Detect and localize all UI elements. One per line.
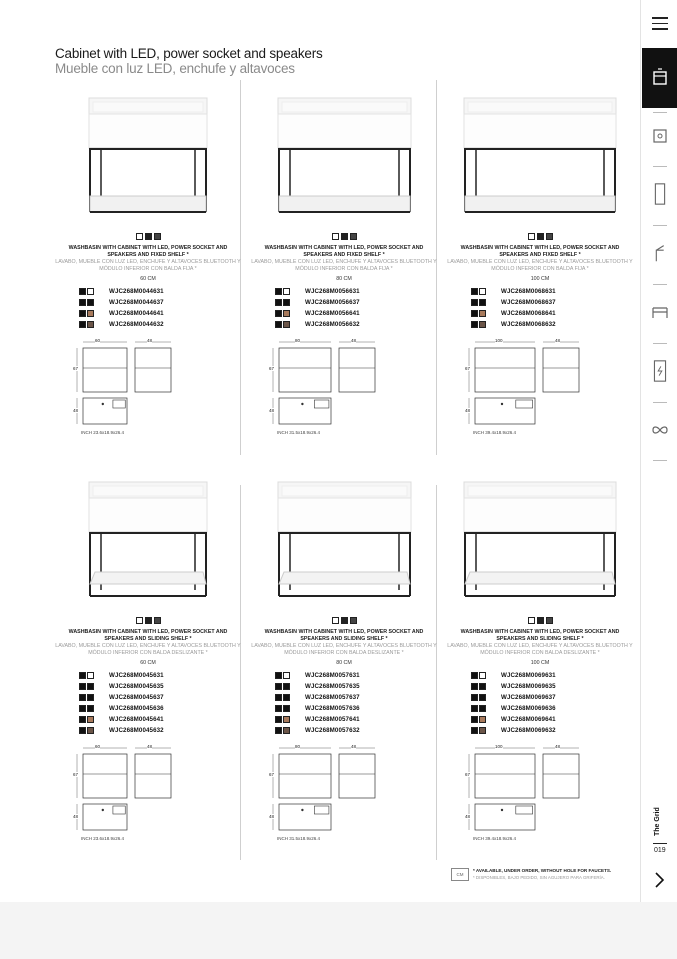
finish-swatch[interactable] [154, 617, 161, 624]
finish-color-b [87, 694, 94, 701]
description-es: LAVABO, MUEBLE CON LUZ LED, ENCHUFE Y ALTAVOCES BLUETOOTH Y MÓDULO INFERIOR CON BALDA FIJA * [55, 259, 241, 272]
reference-list [79, 288, 241, 332]
finish-color-b [479, 310, 486, 317]
reference-row [471, 705, 633, 716]
reference-row [275, 321, 437, 332]
reference-list [79, 672, 241, 738]
finish-color-a [79, 672, 86, 679]
reference-code: WJC268M0044631 [109, 288, 164, 295]
finish-color-b [87, 299, 94, 306]
finish-swatch[interactable] [528, 233, 535, 240]
product-card [55, 88, 241, 436]
finish-color-b [479, 727, 486, 734]
product-card [55, 472, 241, 842]
inch-dimensions: INCH 23.6x18.9x26.4 [81, 430, 125, 435]
description-en: WASHBASIN WITH CABINET WITH LED, POWER SOCKET AND SPEAKERS AND SLIDING SHELF * [460, 629, 620, 642]
reference-row [471, 288, 633, 299]
radiator-icon[interactable] [650, 359, 670, 383]
finish-color-a [471, 672, 478, 679]
reference-row [79, 727, 241, 738]
finish-swatch[interactable] [546, 617, 553, 624]
reference-code: WJC268M0069632 [501, 727, 556, 734]
finish-color-a [471, 299, 478, 306]
reference-code: WJC268M0044637 [109, 299, 164, 306]
reference-code: WJC268M0045637 [109, 694, 164, 701]
finish-color-a [471, 716, 478, 723]
bench-icon[interactable] [650, 300, 670, 324]
finish-color-b [87, 310, 94, 317]
width-label: 100 [495, 744, 503, 749]
reference-row [79, 672, 241, 683]
finish-swatches [251, 617, 437, 626]
reference-row [79, 288, 241, 299]
product-card [251, 472, 437, 842]
depth-label-top: 48 [269, 408, 275, 413]
finish-swatch[interactable] [341, 233, 348, 240]
reference-code: WJC268M0068641 [501, 310, 556, 317]
product-image [447, 88, 633, 230]
size-label: 80 CM [336, 660, 352, 666]
cabinet-icon [650, 66, 670, 90]
reference-code: WJC268M0068631 [501, 288, 556, 295]
finish-color-a [79, 694, 86, 701]
finish-color-a [471, 694, 478, 701]
reference-row [275, 683, 437, 694]
finish-color-b [479, 299, 486, 306]
reference-code: WJC268M0057641 [305, 716, 360, 723]
finish-color-b [283, 299, 290, 306]
size-label: 60 CM [140, 276, 156, 282]
reference-row [471, 716, 633, 727]
reference-row [79, 716, 241, 727]
finish-swatch[interactable] [537, 617, 544, 624]
finish-color-b [283, 716, 290, 723]
footer-band [0, 902, 677, 959]
reference-row [79, 321, 241, 332]
finish-swatch[interactable] [136, 617, 143, 624]
finish-color-a [79, 683, 86, 690]
size-label: 60 CM [140, 660, 156, 666]
depth-label: 48 [147, 744, 153, 749]
footnote-es: * DISPONIBLES, BAJO PEDIDO, SIN AGUJERO PARA GRIFERÍA. [473, 875, 605, 880]
finish-color-b [283, 683, 290, 690]
finish-swatch[interactable] [528, 617, 535, 624]
height-label: 67 [73, 366, 79, 371]
finish-color-a [471, 321, 478, 328]
reference-row [79, 705, 241, 716]
finish-color-a [275, 672, 282, 679]
page-subtitle: Mueble con luz LED, enchufe y altavoces [55, 61, 295, 76]
finish-swatches [447, 233, 633, 242]
finish-color-b [87, 705, 94, 712]
height-label: 67 [269, 366, 275, 371]
finish-color-a [275, 694, 282, 701]
infinity-icon[interactable] [650, 418, 670, 442]
finish-color-a [275, 299, 282, 306]
reference-code: WJC268M0056631 [305, 288, 360, 295]
product-card [447, 472, 633, 842]
divider [653, 225, 667, 226]
inch-dimensions: INCH 23.6x18.9x26.4 [81, 836, 125, 841]
reference-row [275, 705, 437, 716]
finish-color-a [471, 683, 478, 690]
finish-color-b [283, 694, 290, 701]
reference-code: WJC268M0057636 [305, 705, 360, 712]
finish-color-b [479, 716, 486, 723]
finish-color-a [275, 727, 282, 734]
finish-swatch[interactable] [341, 617, 348, 624]
finish-color-b [479, 705, 486, 712]
depth-label-top: 48 [465, 814, 471, 819]
product-card [447, 88, 633, 436]
reference-row [275, 299, 437, 310]
reference-list [471, 288, 633, 332]
finish-swatches [55, 233, 241, 242]
dimension-drawing [269, 338, 429, 436]
finish-color-b [479, 694, 486, 701]
finish-color-a [275, 705, 282, 712]
finish-color-a [275, 716, 282, 723]
finish-color-b [87, 288, 94, 295]
depth-label: 48 [351, 744, 357, 749]
reference-code: WJC268M0057637 [305, 694, 360, 701]
finish-color-a [275, 288, 282, 295]
reference-code: WJC268M0045635 [109, 683, 164, 690]
height-label: 67 [269, 772, 275, 777]
reference-row [471, 310, 633, 321]
finish-color-b [87, 321, 94, 328]
depth-label: 48 [555, 338, 561, 343]
reference-row [471, 672, 633, 683]
width-label: 80 [295, 338, 301, 343]
height-label: 67 [465, 366, 471, 371]
reference-list [471, 672, 633, 738]
reference-code: WJC268M0068637 [501, 299, 556, 306]
description-en: WASHBASIN WITH CABINET WITH LED, POWER SOCKET AND SPEAKERS AND FIXED SHELF * [460, 245, 620, 258]
reference-row [471, 683, 633, 694]
finish-color-a [471, 705, 478, 712]
reference-code: WJC268M0069637 [501, 694, 556, 701]
dimension-drawing [465, 338, 625, 436]
next-page-icon[interactable] [652, 870, 666, 890]
finish-swatch[interactable] [145, 233, 152, 240]
reference-code: WJC268M0056641 [305, 310, 360, 317]
finish-swatch[interactable] [537, 233, 544, 240]
sidebar-item-cabinets[interactable] [642, 48, 677, 108]
finish-color-a [471, 310, 478, 317]
menu-icon[interactable] [652, 14, 668, 32]
finish-color-b [87, 672, 94, 679]
footnote-en: * AVAILABLE, UNDER ORDER, WITHOUT HOLE FOR FAUCETS. [473, 868, 612, 873]
divider [653, 284, 667, 285]
finish-color-b [479, 288, 486, 295]
finish-color-a [79, 321, 86, 328]
divider [653, 112, 667, 113]
finish-color-a [79, 705, 86, 712]
finish-color-b [479, 683, 486, 690]
finish-swatch[interactable] [546, 233, 553, 240]
reference-row [275, 288, 437, 299]
reference-row [275, 694, 437, 705]
finish-color-b [479, 672, 486, 679]
reference-code: WJC268M0069631 [501, 672, 556, 679]
finish-color-a [79, 310, 86, 317]
reference-row [275, 727, 437, 738]
finish-swatches [55, 617, 241, 626]
reference-code: WJC268M0056632 [305, 321, 360, 328]
finish-swatch[interactable] [332, 617, 339, 624]
reference-row [471, 321, 633, 332]
reference-code: WJC268M0057632 [305, 727, 360, 734]
finish-color-a [275, 310, 282, 317]
reference-row [79, 299, 241, 310]
mirror-cabinet-icon[interactable] [650, 124, 670, 148]
description-es: LAVABO, MUEBLE CON LUZ LED, ENCHUFE Y ALTAVOCES BLUETOOTH Y MÓDULO INFERIOR CON BALDA DESLIZANTE * [447, 643, 633, 656]
finish-swatches [251, 233, 437, 242]
brand-label: The Grid [654, 807, 661, 836]
faucet-icon[interactable] [650, 241, 670, 265]
height-label: 67 [73, 772, 79, 777]
depth-label: 48 [147, 338, 153, 343]
height-label: 67 [465, 772, 471, 777]
size-label: 100 CM [530, 276, 550, 282]
finish-color-a [471, 727, 478, 734]
reference-code: WJC268M0045631 [109, 672, 164, 679]
reference-row [79, 683, 241, 694]
inch-dimensions: INCH 31.5x18.9x26.4 [277, 836, 321, 841]
reference-code: WJC268M0069641 [501, 716, 556, 723]
reference-code: WJC268M0069635 [501, 683, 556, 690]
product-image [55, 472, 241, 614]
width-label: 60 [95, 338, 101, 343]
reference-code: WJC268M0069636 [501, 705, 556, 712]
finish-swatch[interactable] [350, 233, 357, 240]
width-label: 100 [495, 338, 503, 343]
reference-list [275, 288, 437, 332]
depth-label-top: 48 [73, 408, 79, 413]
divider [653, 843, 667, 844]
finish-swatch[interactable] [154, 233, 161, 240]
description-en: WASHBASIN WITH CABINET WITH LED, POWER SOCKET AND SPEAKERS AND SLIDING SHELF * [264, 629, 424, 642]
finish-color-b [283, 310, 290, 317]
finish-color-a [471, 288, 478, 295]
width-label: 60 [95, 744, 101, 749]
inch-dimensions: INCH 39.4x18.9x26.4 [473, 430, 517, 435]
depth-label-top: 48 [73, 814, 79, 819]
reference-code: WJC268M0044641 [109, 310, 164, 317]
depth-label: 48 [351, 338, 357, 343]
inch-dimensions: INCH 39.4x18.9x26.4 [473, 836, 517, 841]
reference-code: WJC268M0045641 [109, 716, 164, 723]
reference-code: WJC268M0057631 [305, 672, 360, 679]
reference-code: WJC268M0045632 [109, 727, 164, 734]
finish-color-a [79, 288, 86, 295]
finish-swatch[interactable] [136, 233, 143, 240]
width-label: 80 [295, 744, 301, 749]
mirror-icon[interactable] [650, 182, 670, 206]
finish-color-b [283, 321, 290, 328]
depth-label-top: 48 [465, 408, 471, 413]
finish-color-a [275, 321, 282, 328]
finish-color-b [283, 727, 290, 734]
finish-color-b [87, 683, 94, 690]
finish-color-b [87, 716, 94, 723]
finish-color-a [275, 683, 282, 690]
dimension-drawing [73, 744, 233, 842]
product-image [447, 472, 633, 614]
side-navigation [640, 0, 677, 902]
depth-label: 48 [555, 744, 561, 749]
reference-code: WJC268M0056637 [305, 299, 360, 306]
description-es: LAVABO, MUEBLE CON LUZ LED, ENCHUFE Y ALTAVOCES BLUETOOTH Y MÓDULO INFERIOR CON BALDA FIJA * [447, 259, 633, 272]
finish-color-a [79, 299, 86, 306]
divider [653, 166, 667, 167]
finish-swatch[interactable] [332, 233, 339, 240]
reference-row [275, 716, 437, 727]
finish-color-a [79, 716, 86, 723]
divider [653, 343, 667, 344]
finish-swatch[interactable] [350, 617, 357, 624]
divider [653, 460, 667, 461]
reference-row [471, 299, 633, 310]
size-label: 100 CM [530, 660, 550, 666]
product-image [55, 88, 241, 230]
reference-list [275, 672, 437, 738]
description-en: WASHBASIN WITH CABINET WITH LED, POWER SOCKET AND SPEAKERS AND FIXED SHELF * [68, 245, 228, 258]
reference-code: WJC268M0068632 [501, 321, 556, 328]
finish-swatches [447, 617, 633, 626]
depth-label-top: 48 [269, 814, 275, 819]
reference-code: WJC268M0044632 [109, 321, 164, 328]
finish-color-b [283, 705, 290, 712]
description-en: WASHBASIN WITH CABINET WITH LED, POWER SOCKET AND SPEAKERS AND SLIDING SHELF * [68, 629, 228, 642]
dimension-drawing [269, 744, 429, 842]
reference-row [275, 310, 437, 321]
description-es: LAVABO, MUEBLE CON LUZ LED, ENCHUFE Y ALTAVOCES BLUETOOTH Y MÓDULO INFERIOR CON BALDA DESLIZANTE * [251, 643, 437, 656]
product-image [251, 472, 437, 614]
finish-color-b [283, 672, 290, 679]
reference-row [79, 310, 241, 321]
finish-color-b [479, 321, 486, 328]
reference-row [275, 672, 437, 683]
description-es: LAVABO, MUEBLE CON LUZ LED, ENCHUFE Y ALTAVOCES BLUETOOTH Y MÓDULO INFERIOR CON BALDA FIJA * [251, 259, 437, 272]
dimension-drawing [73, 338, 233, 436]
reference-row [79, 694, 241, 705]
divider [653, 402, 667, 403]
unit-box: CM [451, 868, 469, 881]
page-number: 019 [654, 847, 666, 854]
dimension-drawing [465, 744, 625, 842]
description-en: WASHBASIN WITH CABINET WITH LED, POWER SOCKET AND SPEAKERS AND FIXED SHELF * [264, 245, 424, 258]
size-label: 80 CM [336, 276, 352, 282]
finish-color-b [283, 288, 290, 295]
finish-color-a [79, 727, 86, 734]
inch-dimensions: INCH 31.5x18.9x26.4 [277, 430, 321, 435]
reference-code: WJC268M0045636 [109, 705, 164, 712]
product-card [251, 88, 437, 436]
description-es: LAVABO, MUEBLE CON LUZ LED, ENCHUFE Y ALTAVOCES BLUETOOTH Y MÓDULO INFERIOR CON BALDA DESLIZANTE * [55, 643, 241, 656]
reference-row [471, 694, 633, 705]
finish-color-b [87, 727, 94, 734]
page-title: Cabinet with LED, power socket and speakers [55, 46, 323, 61]
reference-code: WJC268M0057635 [305, 683, 360, 690]
finish-swatch[interactable] [145, 617, 152, 624]
product-image [251, 88, 437, 230]
reference-row [471, 727, 633, 738]
